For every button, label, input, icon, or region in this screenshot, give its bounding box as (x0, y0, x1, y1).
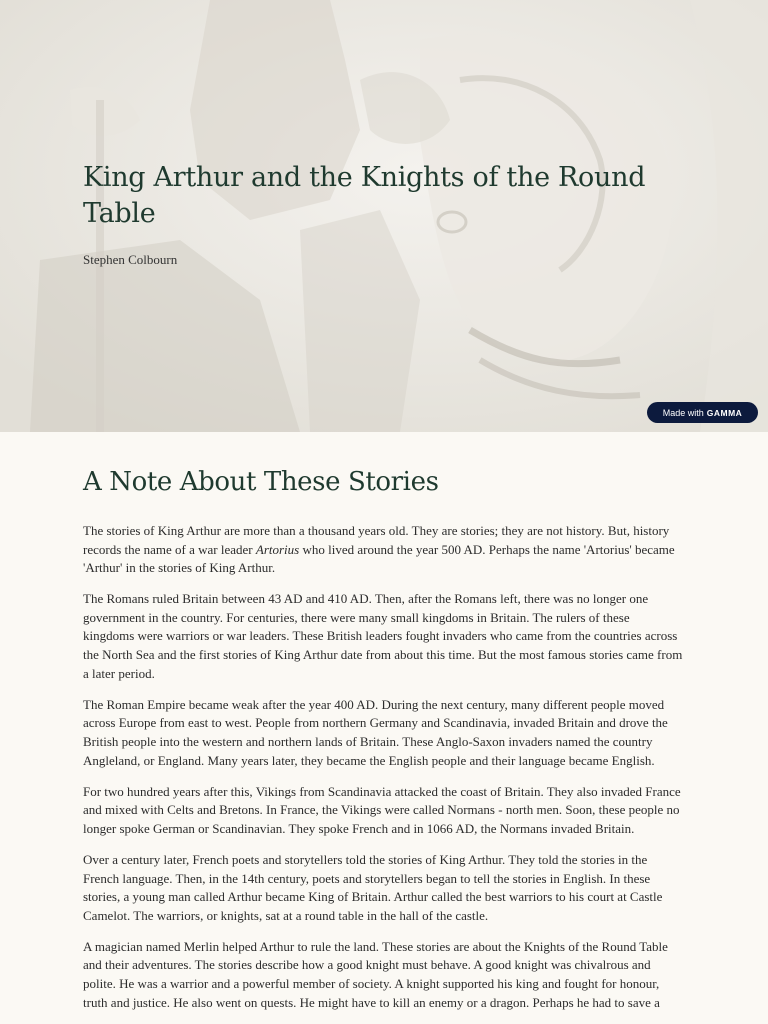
paragraph-5: Over a century later, French poets and storytellers told the stories of King Arthur. They told the stories in the French language. Then, in the 14th century, poets and storytellers began to tell the stories in English. In these stories, a young man called Arthur became King of Britain. Arthur called the best warriors to his court at Castle Camelot. The warriors, or knights, sat at a round table in the hall of the castle. (83, 851, 663, 923)
paragraph-1-end: who lived around the year 500 AD. Perhaps the name 'Artorius' became 'Arthur' in the stories of King Arthur. (83, 541, 675, 576)
paragraph-1 (83, 522, 683, 578)
paragraph-3: The Roman Empire became weak after the year 400 AD. During the next century, many different people moved across Europe from east to west. People from northern Germany and Scandinavia, invaded Britain and drove the British people into the western and northern lands of Britain. These Anglo-Saxon invaders named the country Angleland, or England. Many years later, they became the English people and their language became English. (83, 696, 668, 768)
paragraph-1-start: The stories of King Arthur are more than a thousand years old. They are stories; they are not history. But, history records the name of a war leader (83, 523, 670, 557)
paragraph-4: For two hundred years after this, Vikings from Scandinavia attacked the coast of Britain. They also invaded France and mixed with Celts and Bretons. In France, the Vikings were called Normans - north men. Soon, these people no longer spoke German or Scandinavian. They spoke French and in 1066 AD, the Normans invaded Britain. (83, 783, 681, 836)
section-heading: A Note About These Stories (83, 467, 439, 497)
hero-banner (0, 0, 768, 432)
gamma-logo: GAMMA (706, 407, 743, 418)
paragraph-6: A magician named Merlin helped Arthur to rule the land. These stories are about the Knights of the Round Table and their adventures. The stories describe how a good knight must behave. A good knight was chivalrous and polite. He was a warrior and a powerful member of society. A knight supported his king and fought for honour, truth and justice. He also went on quests. He might have to kill an enemy or a dragon. Perhaps he had to save a (83, 938, 668, 1010)
artorius-name: Artorius (255, 541, 300, 557)
made-with-gamma-button[interactable] (647, 402, 758, 423)
paragraph-2: The Romans ruled Britain between 43 AD and 410 AD. Then, after the Romans left, there was no longer one government in the country. For centuries, there were many small kingdoms in Britain. The rulers of these kingdoms were warriors or war leaders. These British leaders fought invaders who came from the countries across the North Sea and the first stories of King Arthur date from about this time. But the most famous stories came from a later period. (83, 591, 683, 681)
page-title: King Arthur and the Knights of the Round Table (83, 162, 646, 229)
author-name: Stephen Colbourn (83, 252, 178, 267)
badge-prefix: Made with (662, 407, 704, 418)
note-section (83, 464, 683, 1024)
